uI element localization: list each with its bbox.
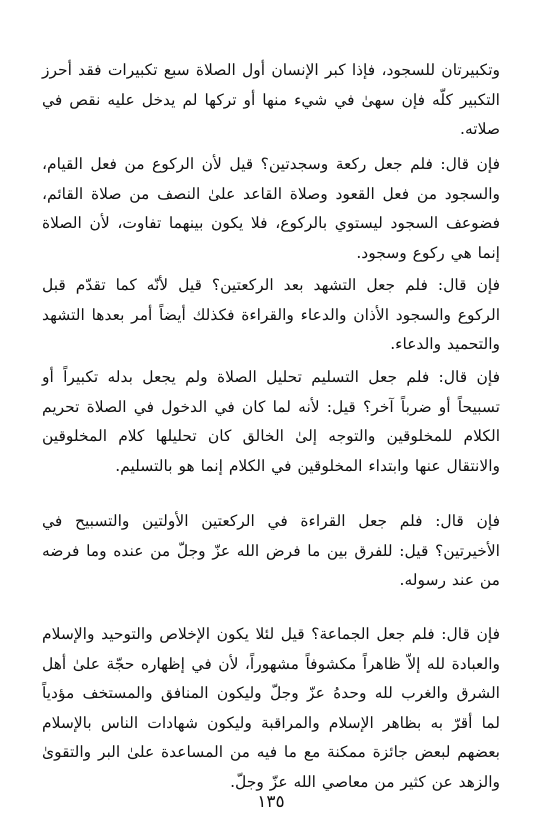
paragraph-ruku-sujud: فإن قال: فلم جعل ركعة وسجدتين؟ قيل لأن الركوع من فعل القيام، والسجود من فعل القعود وصلاة القاعد علىٰ النصف من صلاة القائم، فضوعف السجود ليستوي بالركوع، فلا يكون بينهما تفاوت، لأن الصلاة إنما هي ركوع وسجود. [42,155,500,262]
paragraph-tashahhud: فإن قال: فلم جعل التشهد بعد الركعتين؟ قيل لأنّه كما تقدّم قبل الركوع والسجود الأذان والدعاء والقراءة فكذلك أيضاً أمر بعدها التشهد والتحميد والدعاء. [42,276,500,353]
paragraph-taslim: فإن قال: فلم جعل التسليم تحليل الصلاة ولم يجعل بدله تكبيراً أو تسبيحاً أو ضرباً آخر؟ قيل: لأنه لما كان في الدخول في الصلاة تحريم الكلام للمخلوقين والتوجه إلىٰ الخالق كان تحليلها كلام المخلوقين والانتقال عنها وابتداء المخلوقين في الكلام إنما هو بالتسليم. [42,368,500,475]
page-number: ١٣٥ [257,792,285,812]
paragraph-takbir: وتكبيرتان للسجود، فإذا كبر الإنسان أول الصلاة سبع تكبيرات فقد أحرز التكبير كلّه فإن سهىٰ في شيء منها أو تركها لم يدخل عليه نقص في صلاته. [42,61,500,138]
paragraph-qiraa-tasbih: فإن قال: فلم جعل القراءة في الركعتين الأولتين والتسبيح في الأخيرتين؟ قيل: للفرق بين ما فرض الله عزّ وجلّ من عنده وما فرضه من عند رسوله. [42,512,500,589]
paragraph-jamaa: فإن قال: فلم جعل الجماعة؟ قيل لئلا يكون الإخلاص والتوحيد والإسلام والعبادة لله إلاّ ظاهراً مكشوفاً مشهوراً، لأن في إظهاره حجّة علىٰ أهل الشرق والغرب لله وحدهُ عزّ وجلّ وليكون المنافق والمستخف مؤدياً لما أقرّ به بظاهر الإسلام والمراقبة وليكون شهادات الناس بالإسلام بعضهم لبعض جائزة ممكنة مع ما فيه من المساعدة علىٰ البر والتقوىٰ والزهد عن كثير من معاصي الله عزّ وجلّ. [42,625,500,791]
